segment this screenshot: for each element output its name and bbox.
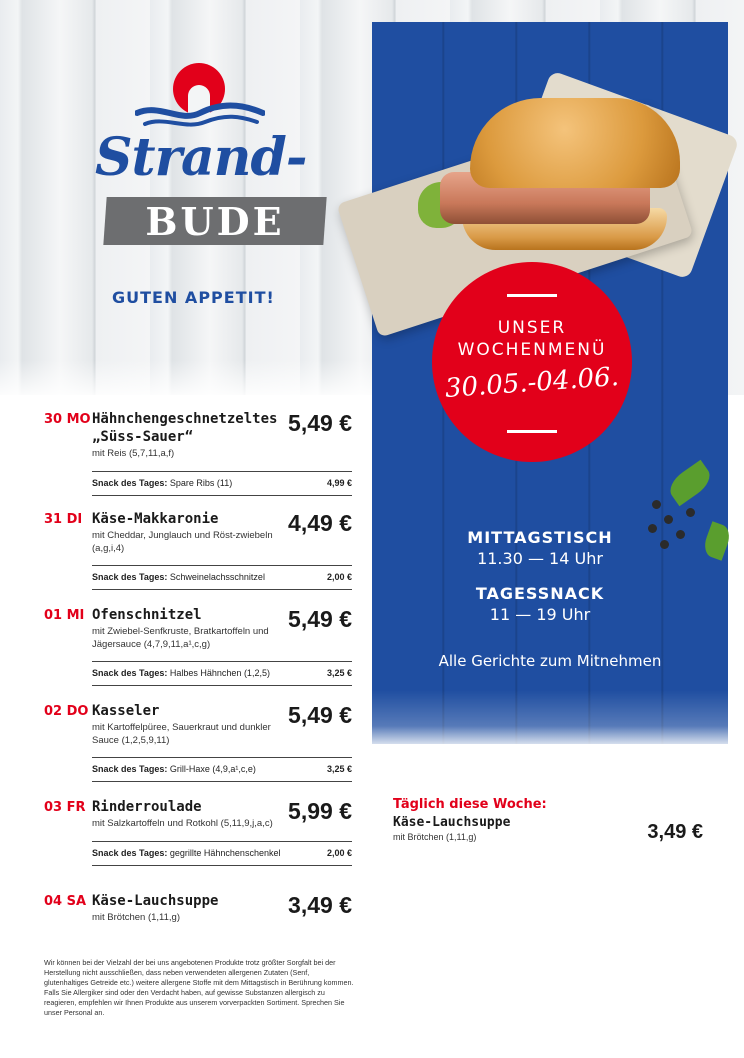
snack-price: 2,00 € <box>326 572 352 582</box>
day-code: 03 FR <box>44 800 86 815</box>
dish-description: mit Kartoffelpüree, Sauerkraut und dunkler Sauce (1,2,5,9,11) <box>92 722 271 746</box>
peppercorn-icon <box>676 530 685 539</box>
snack-name: Spare Ribs (11) <box>169 477 233 488</box>
badge-dates: 30.05.-04.06. <box>444 361 620 405</box>
snack-price: 3,25 € <box>326 764 352 774</box>
dish-name: Kasseler <box>92 703 160 719</box>
weekly-dish-price: 3,49 € <box>647 821 703 843</box>
menu-day <box>44 892 352 938</box>
dish-price: 3,49 € <box>288 892 352 918</box>
menu-day <box>44 798 352 892</box>
weekly-dish-description: mit Brötchen (1,11,g) <box>393 832 477 842</box>
snack-of-day: Snack des Tages: Halbes Hähnchen (1,2,5) 3,25 € <box>92 661 352 686</box>
blue-panel-edge <box>372 22 396 742</box>
snack-price: 4,99 € <box>326 477 352 488</box>
peppercorn-icon <box>664 515 673 524</box>
snack-name: Schweinelachsschnitzel <box>169 572 265 582</box>
weekly-title: Täglich diese Woche: <box>393 797 547 812</box>
dish-price: 5,49 € <box>288 410 352 436</box>
dish-name: Käse-Lauchsuppe <box>92 893 219 909</box>
dish-description: mit Cheddar, Junglauch und Röst-zwiebeln (a,g,i,4) <box>92 530 273 554</box>
day-code: 01 MI <box>44 608 85 623</box>
snack-title: TAGESSNACK <box>475 584 605 603</box>
dish-name: Ofenschnitzel <box>92 607 202 623</box>
menu-day <box>44 702 352 798</box>
dish-name: Käse-Makkaronie <box>92 511 219 527</box>
snack-of-day: Snack des Tages: gegrillte Hähnchenschenkel 2,00 € <box>92 841 352 866</box>
menu-day <box>44 510 352 606</box>
weekly-menu-badge <box>432 262 632 462</box>
snack-time: 11 — 19 Uhr <box>489 605 591 624</box>
day-code: 31 DI <box>44 512 83 527</box>
snack-price: 2,00 € <box>326 847 352 858</box>
peppercorn-icon <box>652 500 661 509</box>
badge-line1: UNSER <box>497 318 567 338</box>
peppercorn-icon <box>660 540 669 549</box>
dish-price: 4,49 € <box>288 510 352 536</box>
dish-description: mit Brötchen (1,11,g) <box>92 912 181 923</box>
snack-name: Grill-Haxe (4,9,a¹,c,e) <box>169 764 256 774</box>
weekly-dish-name: Käse-Lauchsuppe <box>393 815 511 830</box>
dish-price: 5,49 € <box>288 702 352 728</box>
day-code: 30 MO <box>44 412 91 427</box>
logo-bude-text: BUDE <box>145 199 285 244</box>
opening-hours <box>420 528 660 624</box>
snack-price: 3,25 € <box>326 668 352 678</box>
peppercorn-icon <box>686 508 695 517</box>
logo-strand-text: Strand- <box>95 127 307 188</box>
blue-panel-fade <box>372 690 728 750</box>
badge-line2: WOCHENMENÜ <box>457 340 607 360</box>
snack-of-day: Snack des Tages: Spare Ribs (11) 4,99 € <box>92 471 352 496</box>
daily-menu <box>44 410 352 938</box>
takeaway-note: Alle Gerichte zum Mitnehmen <box>438 652 662 670</box>
dish-description: mit Zwiebel-Senfkruste, Bratkartoffeln und Jägersauce (4,7,9,11,a¹,c,g) <box>92 626 269 650</box>
lunch-title: MITTAGSTISCH <box>467 528 613 547</box>
day-code: 04 SA <box>44 894 87 909</box>
lunch-time: 11.30 — 14 Uhr <box>477 549 603 568</box>
snack-of-day: Snack des Tages: Grill-Haxe (4,9,a¹,c,e) 3,25 € <box>92 757 352 782</box>
strandbude-logo <box>95 55 325 265</box>
menu-day <box>44 606 352 702</box>
allergy-note: Wir können bei der Vielzahl der bei uns angebotenen Produkte trotz größter Sorgfalt bei der Herstellung nicht ausschließen, dass neben verwendeten allergenen Zutaten (Senf, glutenhaltiges Getreide etc.) weitere allergene Stoffe mit dem Mittagstisch in Berührung kommen. Falls Sie Allergiker sind oder den Verdacht haben, auf gewisse Substanzen allergisch zu reagieren, empfehlen wir Ihnen Produkte aus unserem vorverpackten Sortiment. Sprechen Sie unser Personal an. <box>44 958 354 1017</box>
dish-description: mit Reis (5,7,11,a,f) <box>92 448 175 459</box>
weekly-special <box>393 797 703 842</box>
dish-name: Rinderroulade <box>92 799 202 815</box>
tagline: GUTEN APPETIT! <box>112 288 275 307</box>
dish-price: 5,49 € <box>288 606 352 632</box>
menu-day <box>44 410 352 496</box>
snack-of-day: Snack des Tages: Schweinelachsschnitzel 2,00 € <box>92 565 352 590</box>
snack-name: Halbes Hähnchen (1,2,5) <box>169 668 270 678</box>
day-code: 02 DO <box>44 704 89 719</box>
wave-icon <box>135 99 265 129</box>
dish-name: Hähnchengeschnetzeltes „Süss-Sauer“ <box>92 411 278 445</box>
dish-price: 5,99 € <box>288 798 352 824</box>
bun-top-image <box>470 98 680 188</box>
snack-name: gegrillte Hähnchenschenkel <box>169 847 281 858</box>
dish-description: mit Salzkartoffeln und Rotkohl (5,11,9,j,a,c) <box>92 818 273 829</box>
